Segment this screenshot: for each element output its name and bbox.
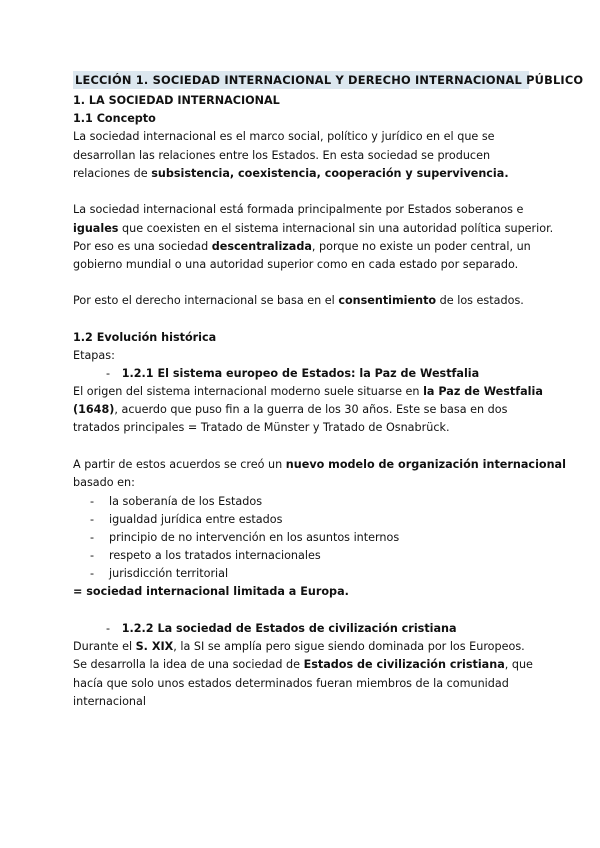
text-span: relaciones de	[73, 167, 152, 180]
paragraph-line	[73, 403, 507, 417]
paragraph-line	[73, 458, 566, 472]
paragraph-line: desarrollan las relaciones entre los Estados. En esta sociedad se producen	[73, 149, 491, 162]
paragraph-line: La sociedad internacional está formada principalmente por Estados soberanos e	[73, 203, 524, 216]
bullet-dash: -	[90, 549, 95, 562]
subsection-heading-1-1: 1.1 Concepto	[73, 112, 156, 125]
text-span: Por eso es una sociedad	[73, 240, 212, 253]
list-item: igualdad jurídica entre estados	[109, 513, 283, 526]
bullet-dash: -	[90, 495, 95, 508]
list-item: respeto a los tratados internacionales	[109, 549, 321, 562]
bold-span: subsistencia, coexistencia, cooperación y supervivencia.	[151, 167, 509, 180]
paragraph-line	[73, 385, 543, 399]
paragraph-line	[73, 240, 531, 254]
paragraph-line	[73, 658, 533, 672]
list-item: la soberanía de los Estados	[109, 495, 263, 508]
bold-span: S. XIX	[135, 640, 174, 653]
list-item: jurisdicción territorial	[109, 567, 229, 580]
list-item: principio de no intervención en los asuntos internos	[109, 531, 400, 544]
text-span: El origen del sistema internacional moderno suele situarse en	[73, 385, 424, 398]
text-span: que coexisten en el sistema internacional sin una autoridad política superior.	[118, 222, 554, 235]
dash-marker: -	[106, 367, 111, 380]
paragraph-line: gobierno mundial o una autoridad superior como en cada estado por separado.	[73, 258, 519, 271]
paragraph-line: La sociedad internacional es el marco social, político y jurídico en el que se	[73, 130, 495, 143]
bold-span: iguales	[73, 222, 119, 235]
text-span: , acuerdo que puso fin a la guerra de los 30 años. Este se basa en dos	[114, 403, 508, 416]
bullet-dash: -	[90, 567, 95, 580]
bold-span: la Paz de Westfalia	[423, 385, 543, 398]
text-span: de los estados.	[436, 294, 524, 307]
bold-span: consentimiento	[338, 294, 437, 307]
paragraph-line	[73, 294, 524, 308]
paragraph-line	[73, 640, 525, 654]
sub-heading-text: 1.2.2 La sociedad de Estados de civilización cristiana	[121, 622, 457, 635]
bullet-dash: -	[90, 531, 95, 544]
text-span: , la SI se amplía pero sigue siendo dominada por los Europeos.	[173, 640, 525, 653]
bullet-dash: -	[90, 513, 95, 526]
sub-heading-1-2-1	[106, 367, 479, 381]
paragraph-line: hacía que solo unos estados determinados fueran miembros de la comunidad	[73, 677, 509, 690]
etapas-label: Etapas:	[73, 349, 115, 362]
bold-span: nuevo modelo de organización internacional	[285, 458, 566, 471]
conclusion-line: = sociedad internacional limitada a Europa.	[73, 585, 349, 598]
sub-heading-1-2-2	[106, 622, 457, 636]
paragraph-line	[73, 167, 509, 181]
subsection-heading-1-2: 1.2 Evolución histórica	[73, 331, 217, 344]
text-span: Se desarrolla la idea de una sociedad de	[73, 658, 304, 671]
bold-span: descentralizada	[211, 240, 312, 253]
bold-span: (1648)	[73, 403, 115, 416]
text-span: Durante el	[73, 640, 136, 653]
bold-span: Estados de civilización cristiana	[303, 658, 505, 671]
section-heading-1: 1. LA SOCIEDAD INTERNACIONAL	[73, 94, 280, 107]
text-span: , porque no existe un poder central, un	[311, 240, 531, 253]
text-span: , que	[504, 658, 533, 671]
text-span: Por esto el derecho internacional se basa en el	[73, 294, 339, 307]
paragraph-line: internacional	[73, 695, 146, 708]
dash-marker: -	[106, 622, 111, 635]
text-span: A partir de estos acuerdos se creó un	[73, 458, 286, 471]
lesson-title: LECCIÓN 1. SOCIEDAD INTERNACIONAL Y DERECHO INTERNACIONAL PÚBLICO	[75, 73, 584, 87]
paragraph-line: tratados principales = Tratado de Münster y Tratado de Osnabrück.	[73, 421, 450, 434]
sub-heading-text: 1.2.1 El sistema europeo de Estados: la Paz de Westfalia	[121, 367, 480, 380]
paragraph-line: basado en:	[73, 476, 135, 489]
paragraph-line	[73, 222, 553, 236]
